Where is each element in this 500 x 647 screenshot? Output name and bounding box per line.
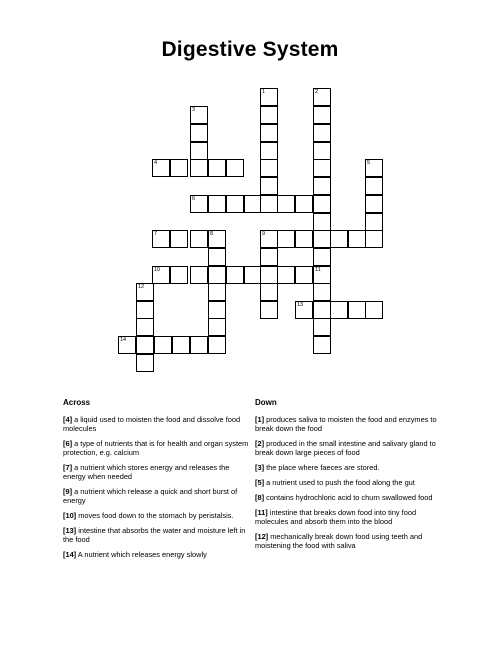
across-clue	[63, 526, 253, 544]
clue-number: 9	[262, 231, 266, 237]
grid-cell[interactable]	[190, 230, 208, 248]
clue-number: 12	[138, 284, 145, 290]
across-clue	[63, 415, 253, 433]
grid-cell[interactable]	[313, 106, 331, 124]
down-heading: Down	[255, 398, 277, 407]
down-clue	[255, 439, 445, 457]
clue-number: 13	[297, 302, 304, 308]
down-clue	[255, 463, 445, 472]
grid-cell[interactable]	[208, 283, 226, 301]
grid-cell[interactable]	[208, 159, 226, 177]
grid-cell[interactable]	[313, 177, 331, 195]
grid-cell[interactable]	[170, 159, 188, 177]
clue-text: a liquid used to moisten the food and dissolve food molecules	[63, 415, 241, 433]
clue-number: 5	[367, 160, 371, 166]
grid-cell[interactable]	[208, 195, 226, 213]
grid-cell[interactable]	[260, 283, 278, 301]
grid-cell[interactable]	[260, 248, 278, 266]
grid-cell[interactable]	[136, 318, 154, 336]
grid-cell[interactable]	[226, 266, 244, 284]
grid-cell[interactable]	[208, 336, 226, 354]
grid-cell[interactable]	[260, 124, 278, 142]
clue-text: a type of nutrients that is for health and organ system protection, e.g. calcium	[63, 439, 249, 457]
grid-cell[interactable]	[313, 230, 331, 248]
down-clue	[255, 532, 445, 550]
grid-cell[interactable]	[365, 230, 383, 248]
grid-cell[interactable]	[348, 230, 366, 248]
grid-cell[interactable]	[260, 106, 278, 124]
clue-text: A nutrient which releases energy slowly	[76, 550, 207, 559]
grid-cell[interactable]	[226, 195, 244, 213]
clue-number: 14	[120, 337, 127, 343]
clue-text: contains hydrochloric acid to churn swallowed food	[264, 493, 433, 502]
clue-num: [13]	[63, 526, 77, 535]
grid-cell[interactable]	[313, 336, 331, 354]
grid-cell[interactable]	[260, 177, 278, 195]
clue-number: 4	[154, 160, 158, 166]
clue-number: 10	[154, 267, 161, 273]
clue-number: 2	[315, 89, 319, 95]
grid-cell[interactable]	[136, 336, 154, 354]
grid-cell[interactable]	[313, 283, 331, 301]
grid-cell[interactable]	[277, 266, 295, 284]
grid-cell[interactable]	[313, 318, 331, 336]
grid-cell[interactable]	[277, 195, 295, 213]
across-clue	[63, 463, 253, 481]
clue-number: 3	[192, 107, 196, 113]
down-clue	[255, 415, 445, 433]
grid-cell[interactable]	[172, 336, 190, 354]
clue-number: 11	[315, 267, 321, 273]
grid-cell[interactable]	[190, 336, 208, 354]
grid-cell[interactable]	[330, 301, 348, 319]
clue-num: [14]	[63, 550, 77, 559]
grid-cell[interactable]	[313, 124, 331, 142]
grid-cell[interactable]	[260, 301, 278, 319]
clue-number: 7	[154, 231, 158, 237]
clue-num: [6]	[63, 439, 73, 448]
puzzle-title: Digestive System	[161, 38, 339, 61]
grid-cell[interactable]	[190, 266, 208, 284]
clue-num: [9]	[63, 487, 73, 496]
grid-cell[interactable]	[170, 266, 188, 284]
grid-cell[interactable]	[330, 230, 348, 248]
across-clue-list	[63, 415, 253, 565]
grid-cell[interactable]	[313, 142, 331, 160]
across-clue	[63, 487, 253, 505]
clue-text: mechanically break down food using teeth and moistening the food with saliva	[255, 532, 423, 550]
clue-num: [5]	[255, 478, 265, 487]
clue-num: [3]	[255, 463, 265, 472]
grid-cell[interactable]	[190, 159, 208, 177]
clue-num: [1]	[255, 415, 265, 424]
grid-cell[interactable]	[226, 159, 244, 177]
clue-text: moves food down to the stomach by peristalsis.	[76, 511, 234, 520]
clue-text: a nutrient which stores energy and releases the energy when needed	[63, 463, 230, 481]
down-clue	[255, 508, 445, 526]
grid-cell[interactable]	[365, 301, 383, 319]
clue-text: intestine that breaks down food into tiny food molecules and absorb them into the blood	[255, 508, 417, 526]
grid-cell[interactable]	[277, 230, 295, 248]
grid-cell[interactable]	[365, 213, 383, 231]
grid-cell[interactable]	[313, 301, 331, 319]
grid-cell[interactable]	[260, 159, 278, 177]
grid-cell[interactable]	[136, 301, 154, 319]
down-clue	[255, 478, 445, 487]
grid-cell[interactable]	[348, 301, 366, 319]
grid-cell[interactable]	[313, 248, 331, 266]
grid-cell[interactable]	[260, 195, 278, 213]
grid-cell[interactable]	[260, 142, 278, 160]
grid-cell[interactable]	[313, 159, 331, 177]
clue-text: intestine that absorbs the water and moisture left in the food	[63, 526, 246, 544]
grid-cell[interactable]	[313, 195, 331, 213]
grid-cell[interactable]	[365, 195, 383, 213]
grid-cell[interactable]	[260, 266, 278, 284]
grid-cell[interactable]	[208, 266, 226, 284]
across-clue	[63, 511, 253, 520]
across-clue	[63, 550, 253, 559]
grid-cell[interactable]	[313, 213, 331, 231]
grid-cell[interactable]	[170, 230, 188, 248]
grid-cell[interactable]	[208, 248, 226, 266]
grid-cell[interactable]	[295, 266, 313, 284]
clue-text: a nutrient which release a quick and short burst of energy	[63, 487, 238, 505]
grid-cell[interactable]	[365, 177, 383, 195]
clue-num: [10]	[63, 511, 77, 520]
clue-num: [7]	[63, 463, 73, 472]
grid-cell[interactable]	[190, 124, 208, 142]
clue-num: [12]	[255, 532, 269, 541]
clue-text: a nutrient used to push the food along the gut	[264, 478, 415, 487]
grid-cell[interactable]	[208, 318, 226, 336]
clue-num: [4]	[63, 415, 73, 424]
clue-num: [11]	[255, 508, 268, 517]
down-clue	[255, 493, 445, 502]
clue-number: 8	[210, 231, 214, 237]
grid-cell[interactable]	[295, 230, 313, 248]
clue-number: 6	[192, 196, 196, 202]
clue-text: the place where faeces are stored.	[264, 463, 380, 472]
grid-cell[interactable]	[154, 336, 172, 354]
grid-cell[interactable]	[190, 142, 208, 160]
clue-num: [8]	[255, 493, 265, 502]
clue-num: [2]	[255, 439, 265, 448]
grid-cell[interactable]	[136, 354, 154, 372]
clue-text: produced in the small intestine and salivary gland to break down large pieces of food	[255, 439, 436, 457]
grid-cell[interactable]	[208, 301, 226, 319]
clue-number: 1	[262, 89, 266, 95]
across-heading: Across	[63, 398, 91, 407]
across-clue	[63, 439, 253, 457]
down-clue-list	[255, 415, 445, 556]
grid-cell[interactable]	[295, 195, 313, 213]
clue-text: produces saliva to moisten the food and enzymes to break down the food	[255, 415, 437, 433]
